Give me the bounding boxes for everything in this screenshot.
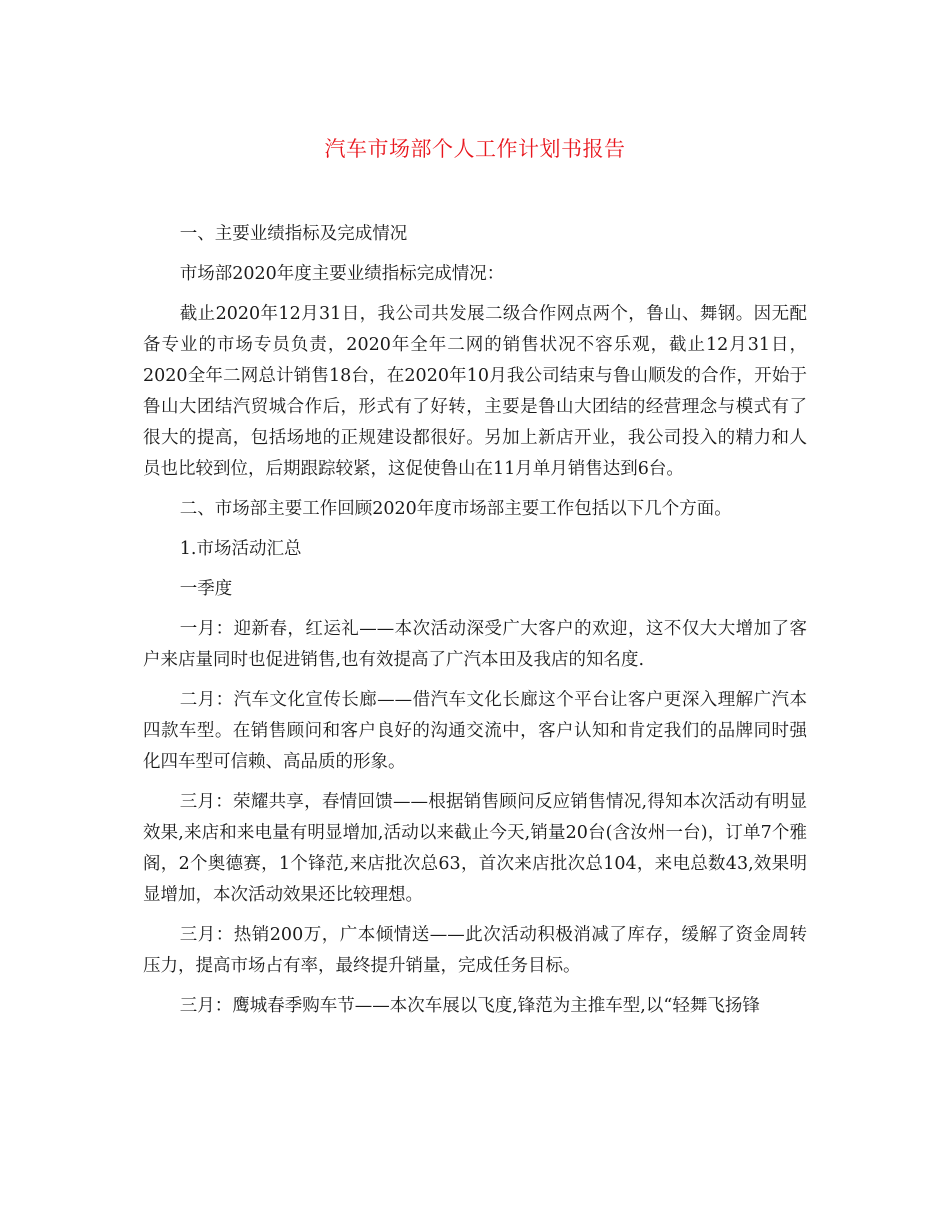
document-body bbox=[143, 219, 807, 1031]
paragraph: 三月：热销200万，广本倾情送——此次活动积极消减了库存，缓解了资金周转压力，提高市场占有率，最终提升销量，完成任务目标。 bbox=[143, 925, 807, 976]
paragraph: 截止2020年12月31日，我公司共发展二级合作网点两个，鲁山、舞钢。因无配备专业的市场专员负责，2020年全年二网的销售状况不容乐观，截止12月31日，2020全年二网总计销售18台，在2020年10月我公司结束与鲁山顺发的合作，开始于鲁山大团结汽贸城合作后，形式有了好转，主要是鲁山大团结的经营理念与模式有了很大的提高，包括场地的正规建设都很好。另加上新店开业，我公司投入的精力和人员也比较到位，后期跟踪较紧，这促使鲁山在11月单月销售达到6台。 bbox=[143, 304, 807, 479]
section-heading: 二、市场部主要工作回顾2020年度市场部主要工作包括以下几个方面。 bbox=[179, 499, 732, 519]
paragraph: 二月：汽车文化宣传长廊——借汽车文化长廊这个平台让客户更深入理解广汽本四款车型。在销售顾问和客户良好的沟通交流中，客户认知和肯定我们的品牌同时强化四车型可信赖、高品质的形象。 bbox=[143, 690, 807, 772]
section-heading: 一、主要业绩指标及完成情况 bbox=[179, 224, 408, 244]
subsection-heading: 1.市场活动汇总 bbox=[179, 539, 302, 559]
subsection-heading: 一季度 bbox=[179, 579, 233, 599]
document-title: 汽车市场部个人工作计划书报告 bbox=[324, 137, 626, 161]
paragraph: 三月：荣耀共享，春情回馈——根据销售顾问反应销售情况,得知本次活动有明显效果,来店和来电量有明显增加,活动以来截止今天,销量20台(含汝州一台)，订单7个雅阁，2个奥德赛，1个锋范,来店批次总63，首次来店批次总104，来电总数43,效果明显增加，本次活动效果还比较理想。 bbox=[143, 792, 807, 905]
paragraph: 一月：迎新春，红运礼——本次活动深受广大客户的欢迎，这不仅大大增加了客户来店量同时也促进销售,也有效提高了广汽本田及我店的知名度. bbox=[143, 619, 807, 670]
paragraph: 市场部2020年度主要业绩指标完成情况： bbox=[179, 264, 505, 284]
paragraph: 三月：鹰城春季购车节——本次车展以飞度,锋范为主推车型,以“轻舞飞扬锋 bbox=[179, 996, 760, 1016]
